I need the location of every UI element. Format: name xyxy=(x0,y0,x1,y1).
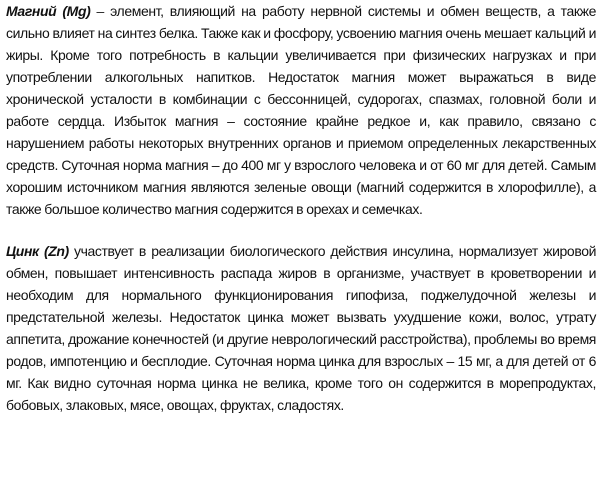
paragraph-zinc-text: участвует в реализации биологического действия инсулина, нормализует жировой обмен, повышает интенсивность распада жиров в организме, участвует в кроветворении и необходим для нормального функционирования гипофиза, поджелудочной железы и предстательной железы. Недостаток цинка может вызвать ухудшение кожи, волос, утрату аппетита, дрожание конечностей (и другие неврологический расстройства), проблемы во время родов, импотенцию и бесплодие. Суточная норма цинка для взрослых – 15 мг, а для детей от 6 мг. Как видно суточная норма цинка не велика, кроме того он содержится в морепродуктах, бобовых, злаковых, мясе, овощах, фруктах, сладостях. xyxy=(6,243,597,413)
term-magnesium: Магний (Mg) xyxy=(6,3,91,19)
paragraph-magnesium xyxy=(6,0,596,220)
paragraph-magnesium-text: элемент, влияющий на работу нервной системы и обмен веществ, а также сильно влияет на синтез белка. Также как и фосфору, усвоению магния очень мешает кальций и жиры. Кроме того потребность в кальции увеличивается при физических нагрузках и при употреблении алкогольных напитков. Недостаток магния может выражаться в виде хронической усталости в комбинации с бессонницей, судорогах, спазмах, головной боли и работе сердца. Избыток магния – состояние крайне редкое и, как правило, связано с нарушением работы некоторых внутренних органов и приемом определенных лекарственных средств. Суточная норма магния – до 400 мг у взрослого человека и от 60 мг для детей. Самым хорошим источником магния являются зеленые овощи (магний содержится в хлорофилле), а также большое количество магния содержится в орехах и семечках. xyxy=(6,3,597,217)
paragraph-zinc xyxy=(6,240,596,416)
term-zinc: Цинк (Zn) xyxy=(6,243,69,259)
term-dash: – xyxy=(90,3,111,19)
article xyxy=(6,0,596,416)
